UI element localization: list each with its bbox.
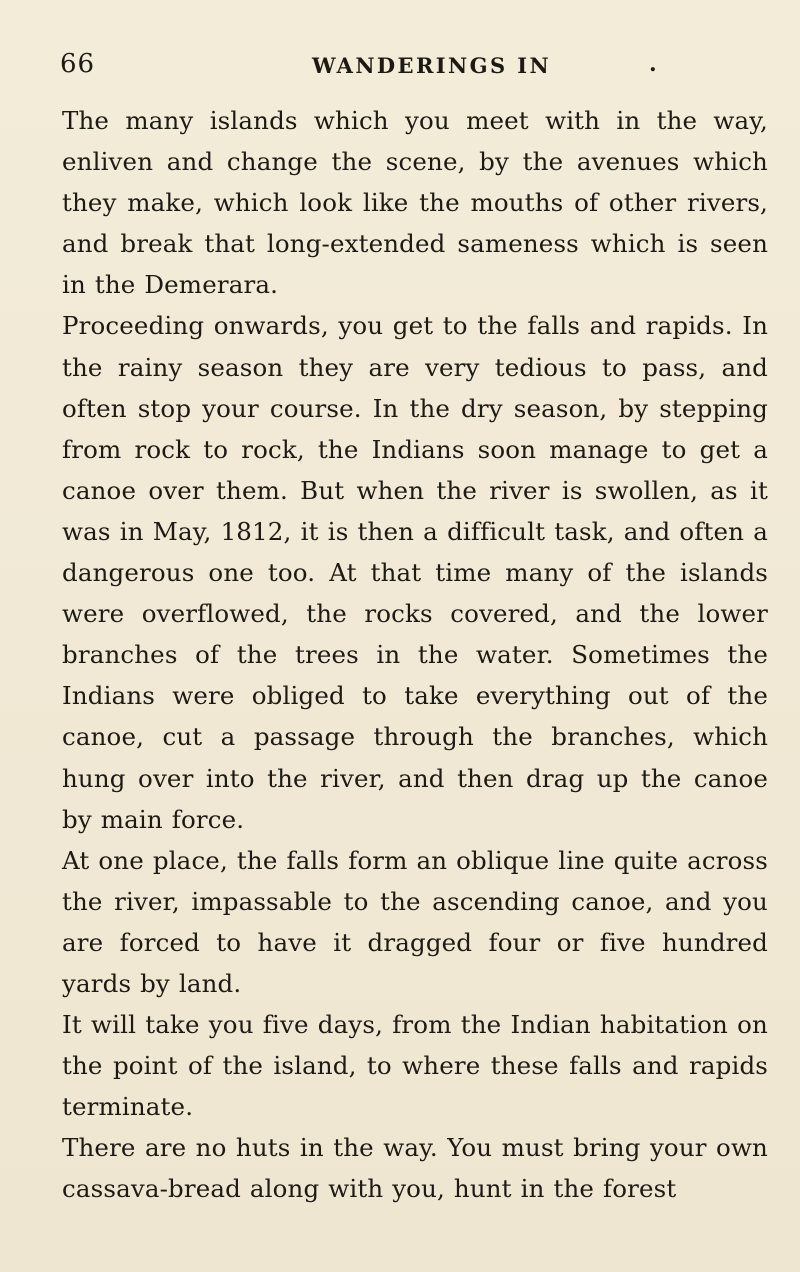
paragraph: It will take you five days, from the Indian habitation on the point of the island, to where these falls and rapids terminate. — [62, 1010, 768, 1122]
page-number: 66 — [60, 49, 96, 79]
body-text — [62, 100, 768, 1210]
paragraph: There are no huts in the way. You must bring your own cassava-bread along with you, hunt in the forest — [62, 1133, 768, 1204]
paragraph: At one place, the falls form an oblique line quite across the river, impassable to the ascending canoe, and you are forced to have it dragged four or five hundred yards by land. — [62, 845, 768, 998]
header-dot: . — [649, 51, 657, 77]
running-head: WANDERINGS IN — [312, 53, 552, 78]
paragraph: Proceeding onwards, you get to the falls and rapids. In the rainy season they are very tedious to pass, and often stop your course. In the dry season, by stepping from rock to rock, the Indians soon manage to get a canoe over them. But when the river is swollen, as it was in May, 1812, it is then a difficult task, and often a dangerous one too. At that time many of the islands were overflowed, the rocks covered, and the lower branches of the trees in the water. Sometimes the Indians were obliged to take everything out of the canoe, cut a passage through the branches, which hung over into the river, and then drag up the canoe by main force. — [62, 311, 768, 834]
paragraph: The many islands which you meet with in the way, enliven and change the scene, by the avenues which they make, which look like the mouths of other rivers, and break that long-extended sameness which is seen in the Demerara. — [62, 106, 768, 300]
page-header — [60, 44, 740, 84]
